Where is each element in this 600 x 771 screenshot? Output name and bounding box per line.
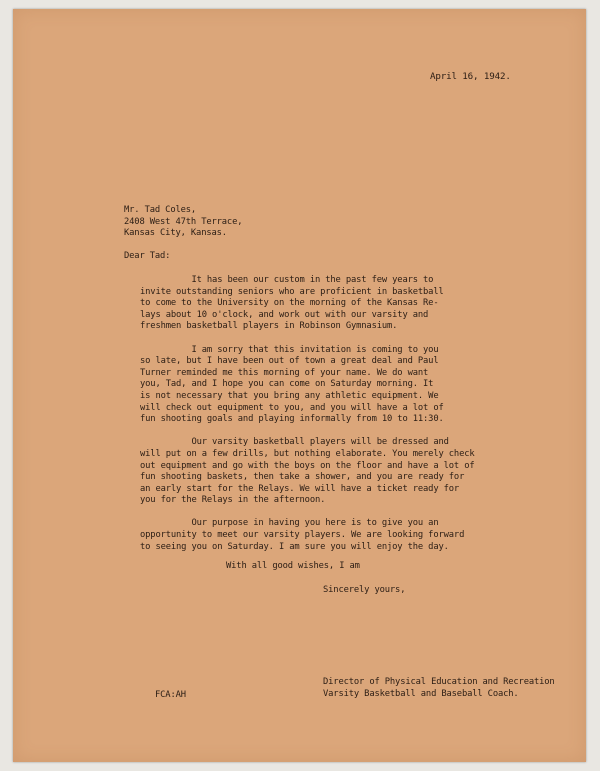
letter-date: April 16, 1942. [430, 71, 511, 82]
recipient-city: Kansas City, Kansas. [124, 228, 227, 239]
reference-initials: FCA:AH [155, 690, 186, 700]
recipient-address [124, 205, 242, 240]
paragraph-1: It has been our custom in the past few years to invite outstanding seniors who are proficient in basketball to come to the University on the morning of the Kansas Re- lays about 10 o'clock, and work out with our varsity and freshmen basketball players in Robinson Gymnasium. [140, 275, 444, 332]
paragraph-4: Our purpose in having you here is to give you an opportunity to meet our varsity players. We are looking forward to seeing you on Saturday. I am sure you will enjoy the day. [140, 518, 465, 552]
signoff: Sincerely yours, [323, 585, 406, 595]
signature-title-line-2: Varsity Basketball and Baseball Coach. [323, 688, 519, 699]
letter-page [13, 9, 586, 762]
closing-line: With all good wishes, I am [226, 561, 360, 571]
letter-body [140, 275, 475, 565]
recipient-street: 2408 West 47th Terrace, [124, 216, 243, 227]
recipient-name: Mr. Tad Coles, [124, 205, 197, 215]
paragraph-2: I am sorry that this invitation is coming to you so late, but I have been out of town a great deal and Paul Turner reminded me this morning of your name. We do want you, Tad, and I hope you can come on Saturday morning. It is not necessary that you bring any athletic equipment. We will check out equipment to you, and you will have a lot of fun shooting goals and playing informally from 10 to 11:30. [140, 344, 444, 425]
salutation: Dear Tad: [124, 251, 171, 261]
paragraph-3: Our varsity basketball players will be dressed and will put on a few drills, but nothing elaborate. You merely check out equipment and go with the boys on the floor and have a lot of fun shooting baskets, then take a shower, and you are ready for an early start for the Relays. We will have a ticket ready for you for the Relays in the afternoon. [140, 437, 475, 506]
signature-title-line-1: Director of Physical Education and Recreation [323, 677, 555, 687]
signature-title [323, 677, 555, 700]
